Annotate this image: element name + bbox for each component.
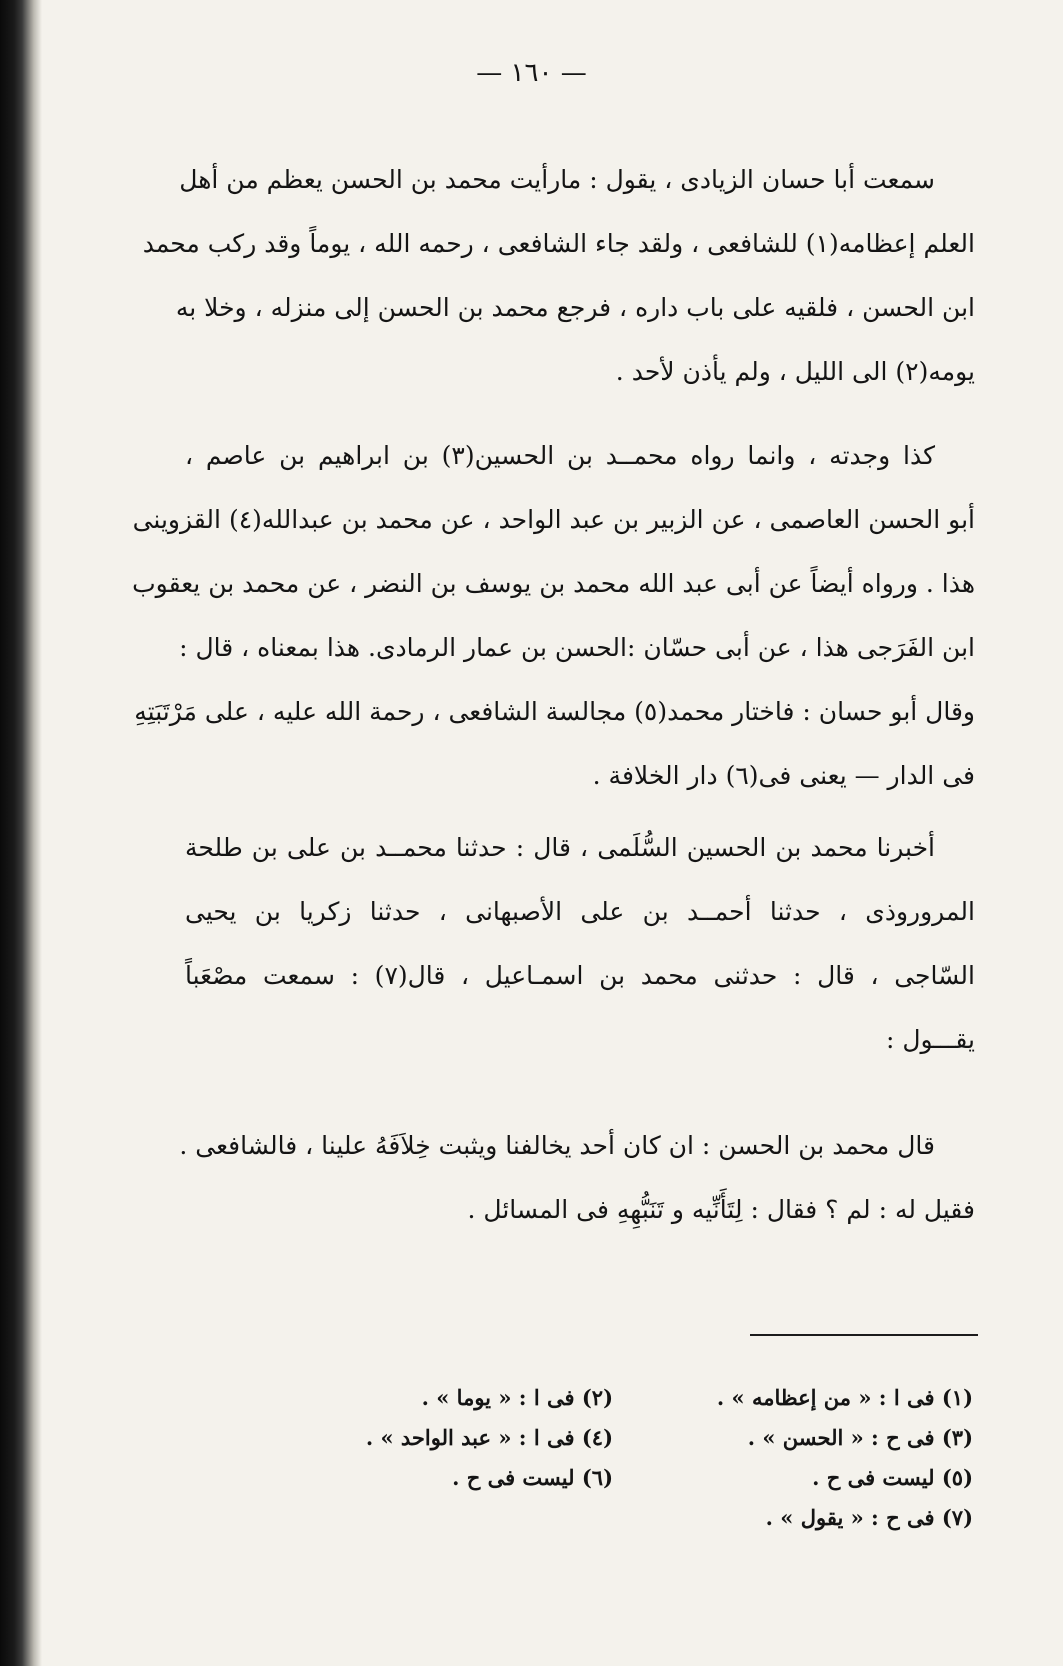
text-line: كذا وجدته ، وانما رواه محمــد بن الحسين(٣) بن ابراهيم بن عاصم ، — [185, 441, 935, 470]
text-line: ابن الحسن ، فلقيه على باب داره ، فرجع محمد بن الحسن إلى منزله ، وخلا به — [175, 293, 975, 322]
text-line: أبو الحسن العاصمى ، عن الزبير بن عبد الواحد ، عن محمد بن عبدالله(٤) القزوينى — [132, 505, 975, 534]
footnote: (٥) ليست فى ح . — [812, 1465, 973, 1490]
paragraph-1 — [142, 148, 975, 404]
text-line: وقال أبو حسان : فاختار محمد(٥) مجالسة الشافعى ، رحمة الله عليه ، على مَرْتَبَتِهِ — [134, 697, 975, 726]
paragraph-4 — [179, 1114, 975, 1242]
text-line: قال محمد بن الحسن : ان كان أحد يخالفنا ويثبت خِلاَفَهُ علينا ، فالشافعى . — [179, 1131, 935, 1160]
text-line: سمعت أبا حسان الزيادى ، يقول : مارأيت محمد بن الحسن يعظم من أهل — [179, 165, 935, 194]
text-line: فقيل له : لم ؟ فقال : لِتَأَنِّيه و تَنَبُّهِهِ فى المسائل . — [467, 1195, 975, 1224]
footnote: (٣) فى ح : « الحسن » . — [747, 1425, 973, 1450]
footnote: (٧) فى ح : « يقول » . — [765, 1505, 973, 1530]
footnote: (٢) فى ا : « يوما » . — [421, 1385, 613, 1410]
text-line: هذا . ورواه أيضاً عن أبى عبد الله محمد بن يوسف بن النضر ، عن محمد بن يعقوب — [132, 569, 975, 598]
footnote: (١) فى ا : « من إعظامه » . — [716, 1385, 973, 1410]
text-line: يومه(٢) الى الليل ، ولم يأذن لأحد . — [615, 357, 975, 386]
text-line: العلم إعظامه(١) للشافعى ، ولقد جاء الشافعى ، رحمه الله ، يوماً وقد ركب محمد — [142, 229, 975, 258]
text-line: يقـــول : — [885, 1025, 975, 1054]
footnote: (٦) ليست فى ح . — [452, 1465, 613, 1490]
text-line: أخبرنا محمد بن الحسين السُّلَمى ، قال : حدثنا محمــد بن على بن طلحة — [185, 833, 935, 862]
paragraph-3 — [185, 816, 975, 1072]
page-number: — ١٦٠ — — [476, 58, 587, 88]
paragraph-2 — [132, 424, 975, 808]
footnote-separator — [750, 1334, 978, 1336]
footnotes-right-column — [673, 1378, 973, 1538]
text-line: المروروذى ، حدثنا أحمــد بن على الأصبهانى ، حدثنا زكريا بن يحيى — [185, 897, 975, 926]
text-line: فى الدار — يعنى فى(٦) دار الخلافة . — [592, 761, 975, 790]
text-line: السّاجى ، قال : حدثنى محمد بن اسمـاعيل ، قال(٧) : سمعت مصْعَباً — [185, 961, 975, 990]
book-binding-shadow — [0, 0, 42, 1666]
footnote: (٤) فى ا : « عبد الواحد » . — [365, 1425, 613, 1450]
text-line: ابن الفَرَجى هذا ، عن أبى حسّان :الحسن بن عمار الرمادى. هذا بمعناه ، قال : — [179, 633, 975, 662]
footnotes-left-column — [293, 1378, 613, 1498]
